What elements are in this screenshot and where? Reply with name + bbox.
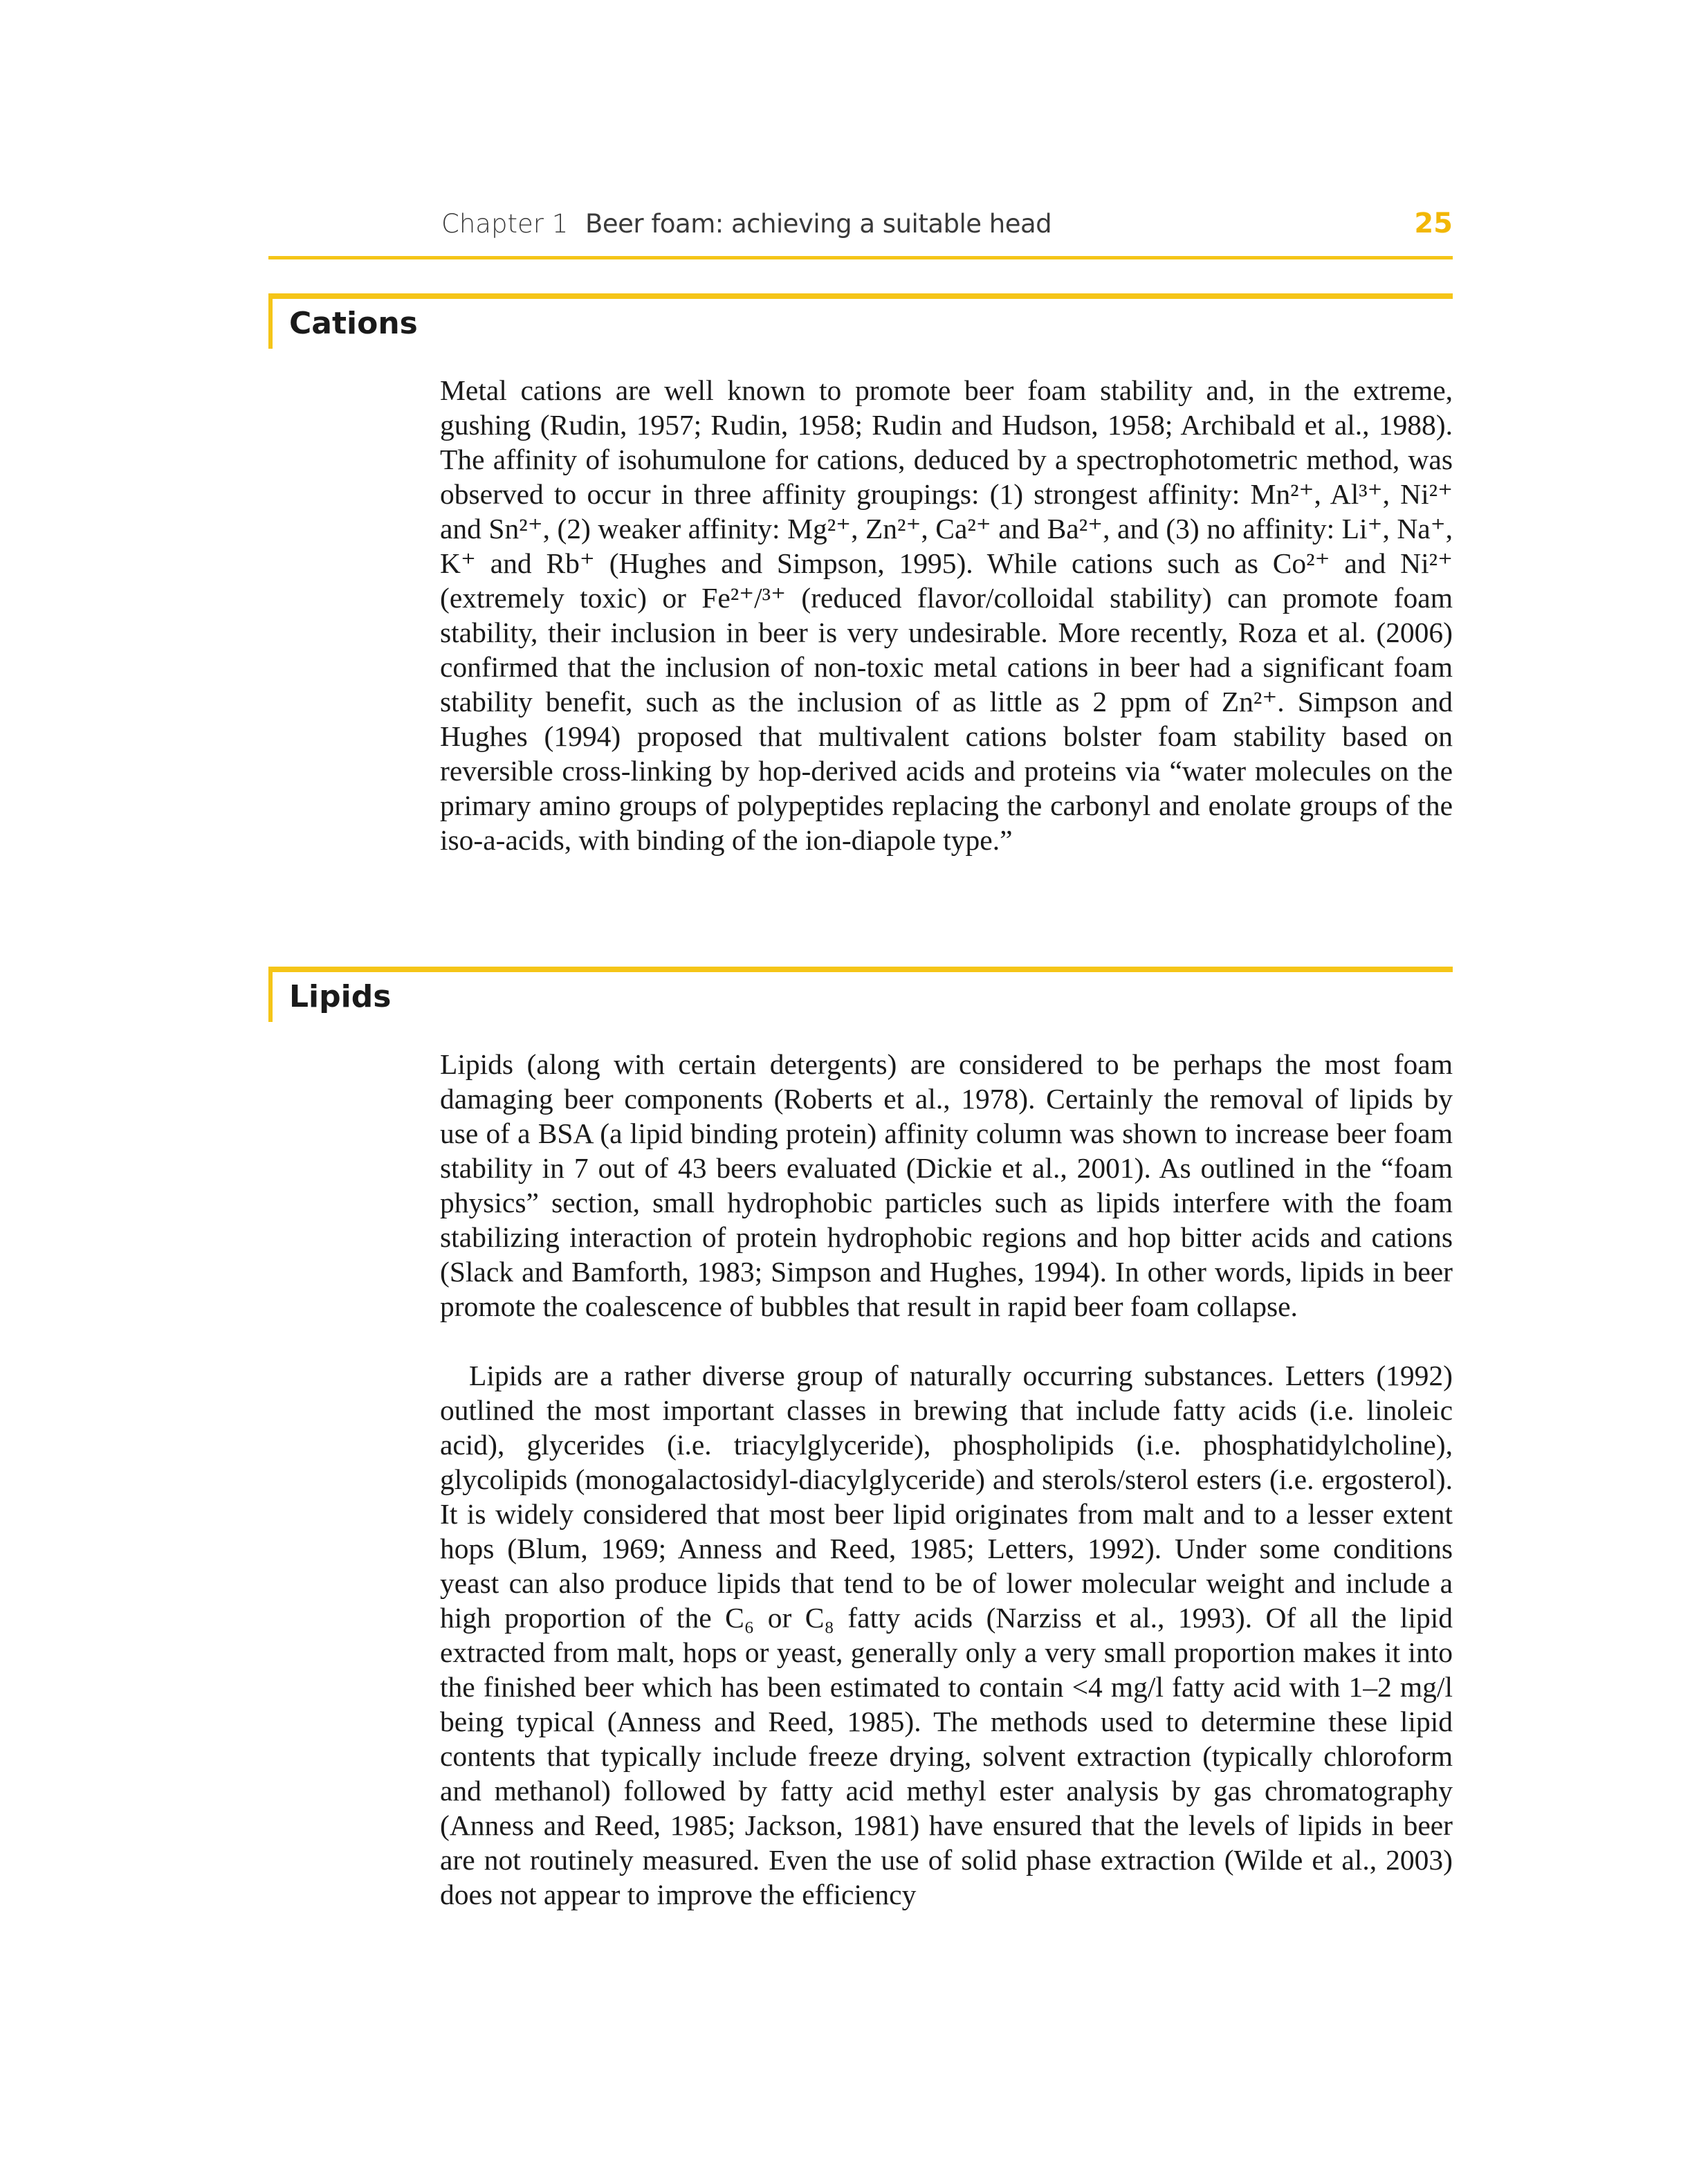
page-number: 25 (1414, 208, 1453, 239)
section-rule (268, 967, 1453, 972)
section-title: Cations (289, 306, 418, 341)
header-rule (268, 256, 1453, 259)
section-rule (268, 293, 1453, 299)
section-marker (268, 967, 273, 1022)
section-heading-cations (268, 293, 1453, 349)
chapter-title: Beer foam: achieving a suitable head (585, 209, 1052, 239)
chapter-label: Chapter 1 (441, 209, 569, 239)
lipids-paragraph-2: Lipids are a rather diverse group of naturally occurring substances. Letters (1992) outlined the most important classes in brewing that include fatty acids (i.e. linoleic acid), glycerides (i.e. triacylglyceride), phospholipids (i.e. phosphatidylcholine), glycolipids (monogalactosidyl-diacylglyceride) and sterols/sterol esters (i.e. ergosterol). It is widely considered that most beer lipid originates from malt and to a lesser extent hops (Blum, 1969; Anness and Reed, 1985; Letters, 1992). Under some conditions yeast can also produce lipids that tend to be of lower molecular weight and include a high proportion of the C₆ or C₈ fatty acids (Narziss et al., 1993). Of all the lipid extracted from malt, hops or yeast, generally only a very small proportion makes it into the finished beer which has been estimated to contain <4 mg/l fatty acid with 1–2 mg/l being typical (Anness and Reed, 1985). The methods used to determine these lipid contents that typically include freeze drying, solvent extraction (typically chloroform and methanol) followed by fatty acid methyl ester analysis by gas chromatography (Anness and Reed, 1985; Jackson, 1981) have ensured that the levels of lipids in beer are not routinely measured. Even the use of solid phase extraction (Wilde et al., 2003) does not appear to improve the efficiency (440, 1360, 1453, 1910)
running-head (268, 195, 1453, 264)
cations-paragraph: Metal cations are well known to promote beer foam stability and, in the extreme, gushing (Rudin, 1957; Rudin, 1958; Rudin and Hudson, 1958; Archibald et al., 1988). The affinity of isohumulone for cations, deduced by a spectrophotometric method, was observed to occur in three affinity groupings: (1) strongest affinity: Mn²⁺, Al³⁺, Ni²⁺ and Sn²⁺, (2) weaker affinity: Mg²⁺, Zn²⁺, Ca²⁺ and Ba²⁺, and (3) no affinity: Li⁺, Na⁺, K⁺ and Rb⁺ (Hughes and Simpson, 1995). While cations such as Co²⁺ and Ni²⁺ (extremely toxic) or Fe²⁺/³⁺ (reduced flavor/colloidal stability) can promote foam stability, their inclusion in beer is very undesirable. More recently, Roza et al. (2006) confirmed that the inclusion of non-toxic metal cations in beer had a significant foam stability benefit, such as the inclusion of as little as 2 ppm of Zn²⁺. Simpson and Hughes (1994) proposed that multivalent cations bolster foam stability based on reversible cross-linking by hop-derived acids and proteins via “water molecules on the primary amino groups of polypeptides replacing the carbonyl and enolate groups of the iso-a-acids, with binding of the ion-diapole type.” (440, 374, 1453, 856)
section-title: Lipids (289, 979, 392, 1014)
section-heading-lipids (268, 967, 1453, 1022)
lipids-paragraph-1: Lipids (along with certain detergents) are considered to be perhaps the most foam damaging beer components (Roberts et al., 1978). Certainly the removal of lipids by use of a BSA (a lipid binding protein) affinity column was shown to increase beer foam stability in 7 out of 43 beers evaluated (Dickie et al., 2001). As outlined in the “foam physics” section, small hydrophobic particles such as lipids interfere with the foam stabilizing interaction of protein hydrophobic regions and hop bitter acids and cations (Slack and Bamforth, 1983; Simpson and Hughes, 1994). In other words, lipids in beer promote the coalescence of bubbles that result in rapid beer foam collapse. (440, 1048, 1453, 1322)
section-marker (268, 293, 273, 349)
